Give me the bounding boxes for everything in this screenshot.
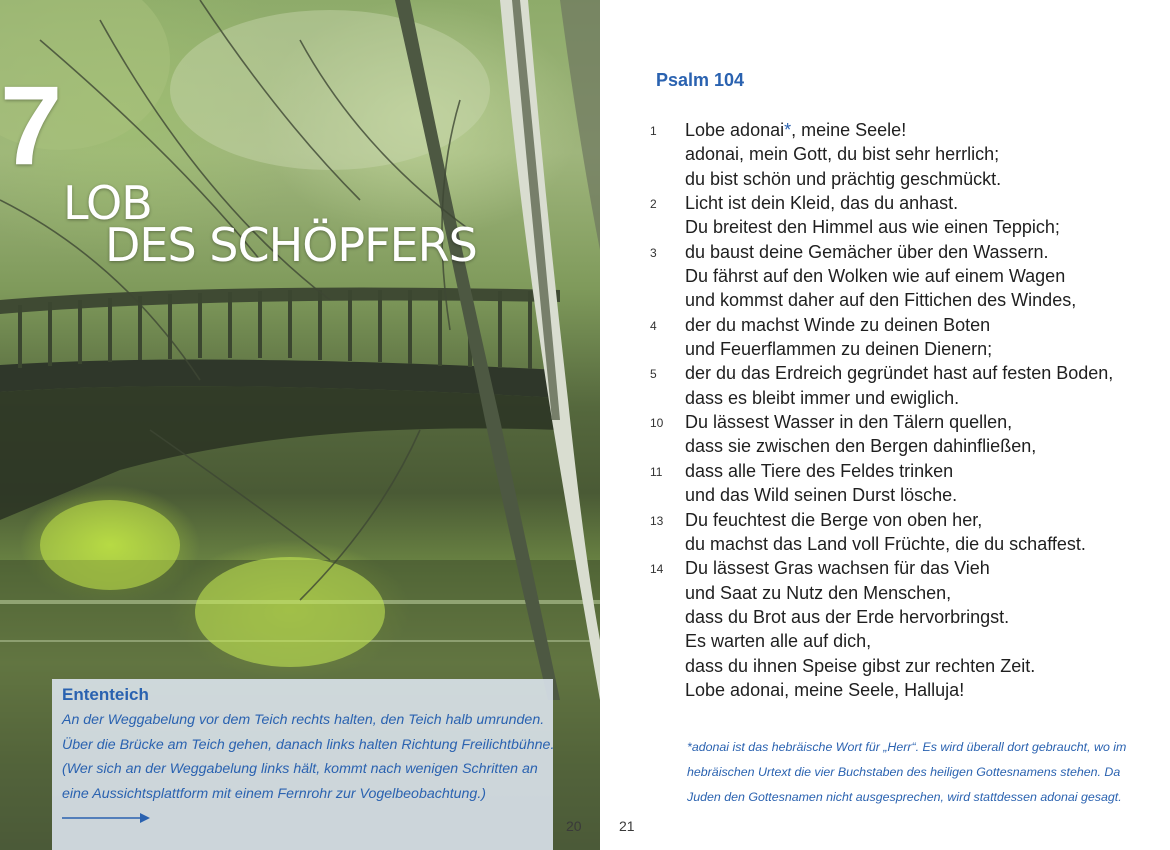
verse-text	[685, 118, 906, 142]
chapter-title-line2: DES SCHÖPFERS	[105, 218, 477, 272]
arrow-right-icon	[62, 812, 152, 824]
directions-line: Über die Brücke am Teich gehen, danach links halten Richtung Freilichtbühne.	[62, 736, 555, 753]
verse-number: 1	[650, 124, 657, 138]
verse-text: dass alle Tiere des Feldes trinken	[685, 460, 954, 481]
verse-number: 2	[650, 197, 657, 212]
verse-number: 14	[650, 562, 664, 577]
footnote-line: *adonai ist das hebräische Wort für „Herr“. Es wird überall dort gebraucht, wo im	[687, 740, 1127, 754]
verse-number: 10	[650, 416, 664, 431]
verse-number: 13	[650, 513, 664, 528]
verse-text: dass sie zwischen den Bergen dahinfließen,	[685, 436, 1037, 457]
directions-box	[52, 679, 553, 850]
directions-line: (Wer sich an der Weggabelung links hält, kommt nach wenigen Schritten an	[62, 761, 538, 777]
verse-text: dass du ihnen Speise gibst zur rechten Zeit.	[685, 655, 1036, 676]
verse-number: 4	[650, 318, 657, 333]
directions-line: An der Weggabelung vor dem Teich rechts halten, den Teich halb umrunden.	[62, 712, 545, 728]
verse-text-part: , meine Seele!	[791, 120, 907, 140]
verse-text: dass es bleibt immer und ewiglich.	[685, 387, 960, 408]
verse-text: du machst das Land voll Früchte, die du schaffest.	[685, 533, 1086, 554]
footnote-line: hebräischen Urtext die vier Buchstaben des heiligen Gottesnamens stehen. Da	[687, 765, 1121, 779]
verse-text: Du fährst auf den Wolken wie auf einem Wagen	[685, 266, 1066, 287]
footnote	[687, 735, 1147, 810]
verse-text: und Saat zu Nutz den Menschen,	[685, 582, 952, 603]
verse-number: 5	[650, 367, 657, 382]
verse-text: Du breitest den Himmel aus wie einen Teppich;	[685, 217, 1060, 238]
verse-text: Es warten alle auf dich,	[685, 631, 872, 652]
footnote-marker: *	[784, 120, 792, 140]
right-page	[600, 0, 1170, 850]
verse-text: Du lässest Wasser in den Tälern quellen,	[685, 412, 1013, 433]
directions-line: eine Aussichtsplattform mit einem Fernrohr zur Vogelbeobachtung.)	[62, 785, 486, 802]
footnote-line: Juden den Gottesnamen nicht ausgesprechen, wird stattdessen adonai gesagt.	[687, 790, 1122, 804]
verse-text: Du feuchtest die Berge von oben her,	[685, 509, 983, 530]
verse-text: und Feuerflammen zu deinen Dienern;	[685, 339, 993, 360]
verse-text: adonai, mein Gott, du bist sehr herrlich;	[685, 144, 1000, 165]
directions-title: Ententeich	[62, 685, 149, 704]
verse-text: und kommst daher auf den Fittichen des Windes,	[685, 290, 1077, 311]
verse-text-part: Lobe adonai	[685, 120, 785, 140]
verse-text: du baust deine Gemächer über den Wassern.	[685, 241, 1049, 262]
verse-text: Licht ist dein Kleid, das du anhast.	[685, 193, 959, 214]
chapter-number: 7	[0, 63, 63, 188]
verse-text: der du das Erdreich gegründet hast auf festen Boden,	[685, 363, 1114, 384]
verse-text: der du machst Winde zu deinen Boten	[685, 314, 991, 335]
verse-text: dass du Brot aus der Erde hervorbringst.	[685, 606, 1010, 627]
verse-text: und das Wild seinen Durst lösche.	[685, 485, 958, 506]
verse-number: 3	[650, 245, 657, 260]
verse-number: 11	[650, 464, 663, 479]
page-number-left: 20	[566, 818, 582, 834]
chapter-title-line1: LOB	[63, 176, 152, 230]
verse-text: Du lässest Gras wachsen für das Vieh	[685, 558, 990, 579]
page-number-right: 21	[619, 818, 635, 834]
verse-text: Lobe adonai, meine Seele, Halluja!	[685, 679, 965, 700]
psalm-heading: Psalm 104	[656, 70, 745, 90]
verse-text: du bist schön und prächtig geschmückt.	[685, 168, 1002, 189]
